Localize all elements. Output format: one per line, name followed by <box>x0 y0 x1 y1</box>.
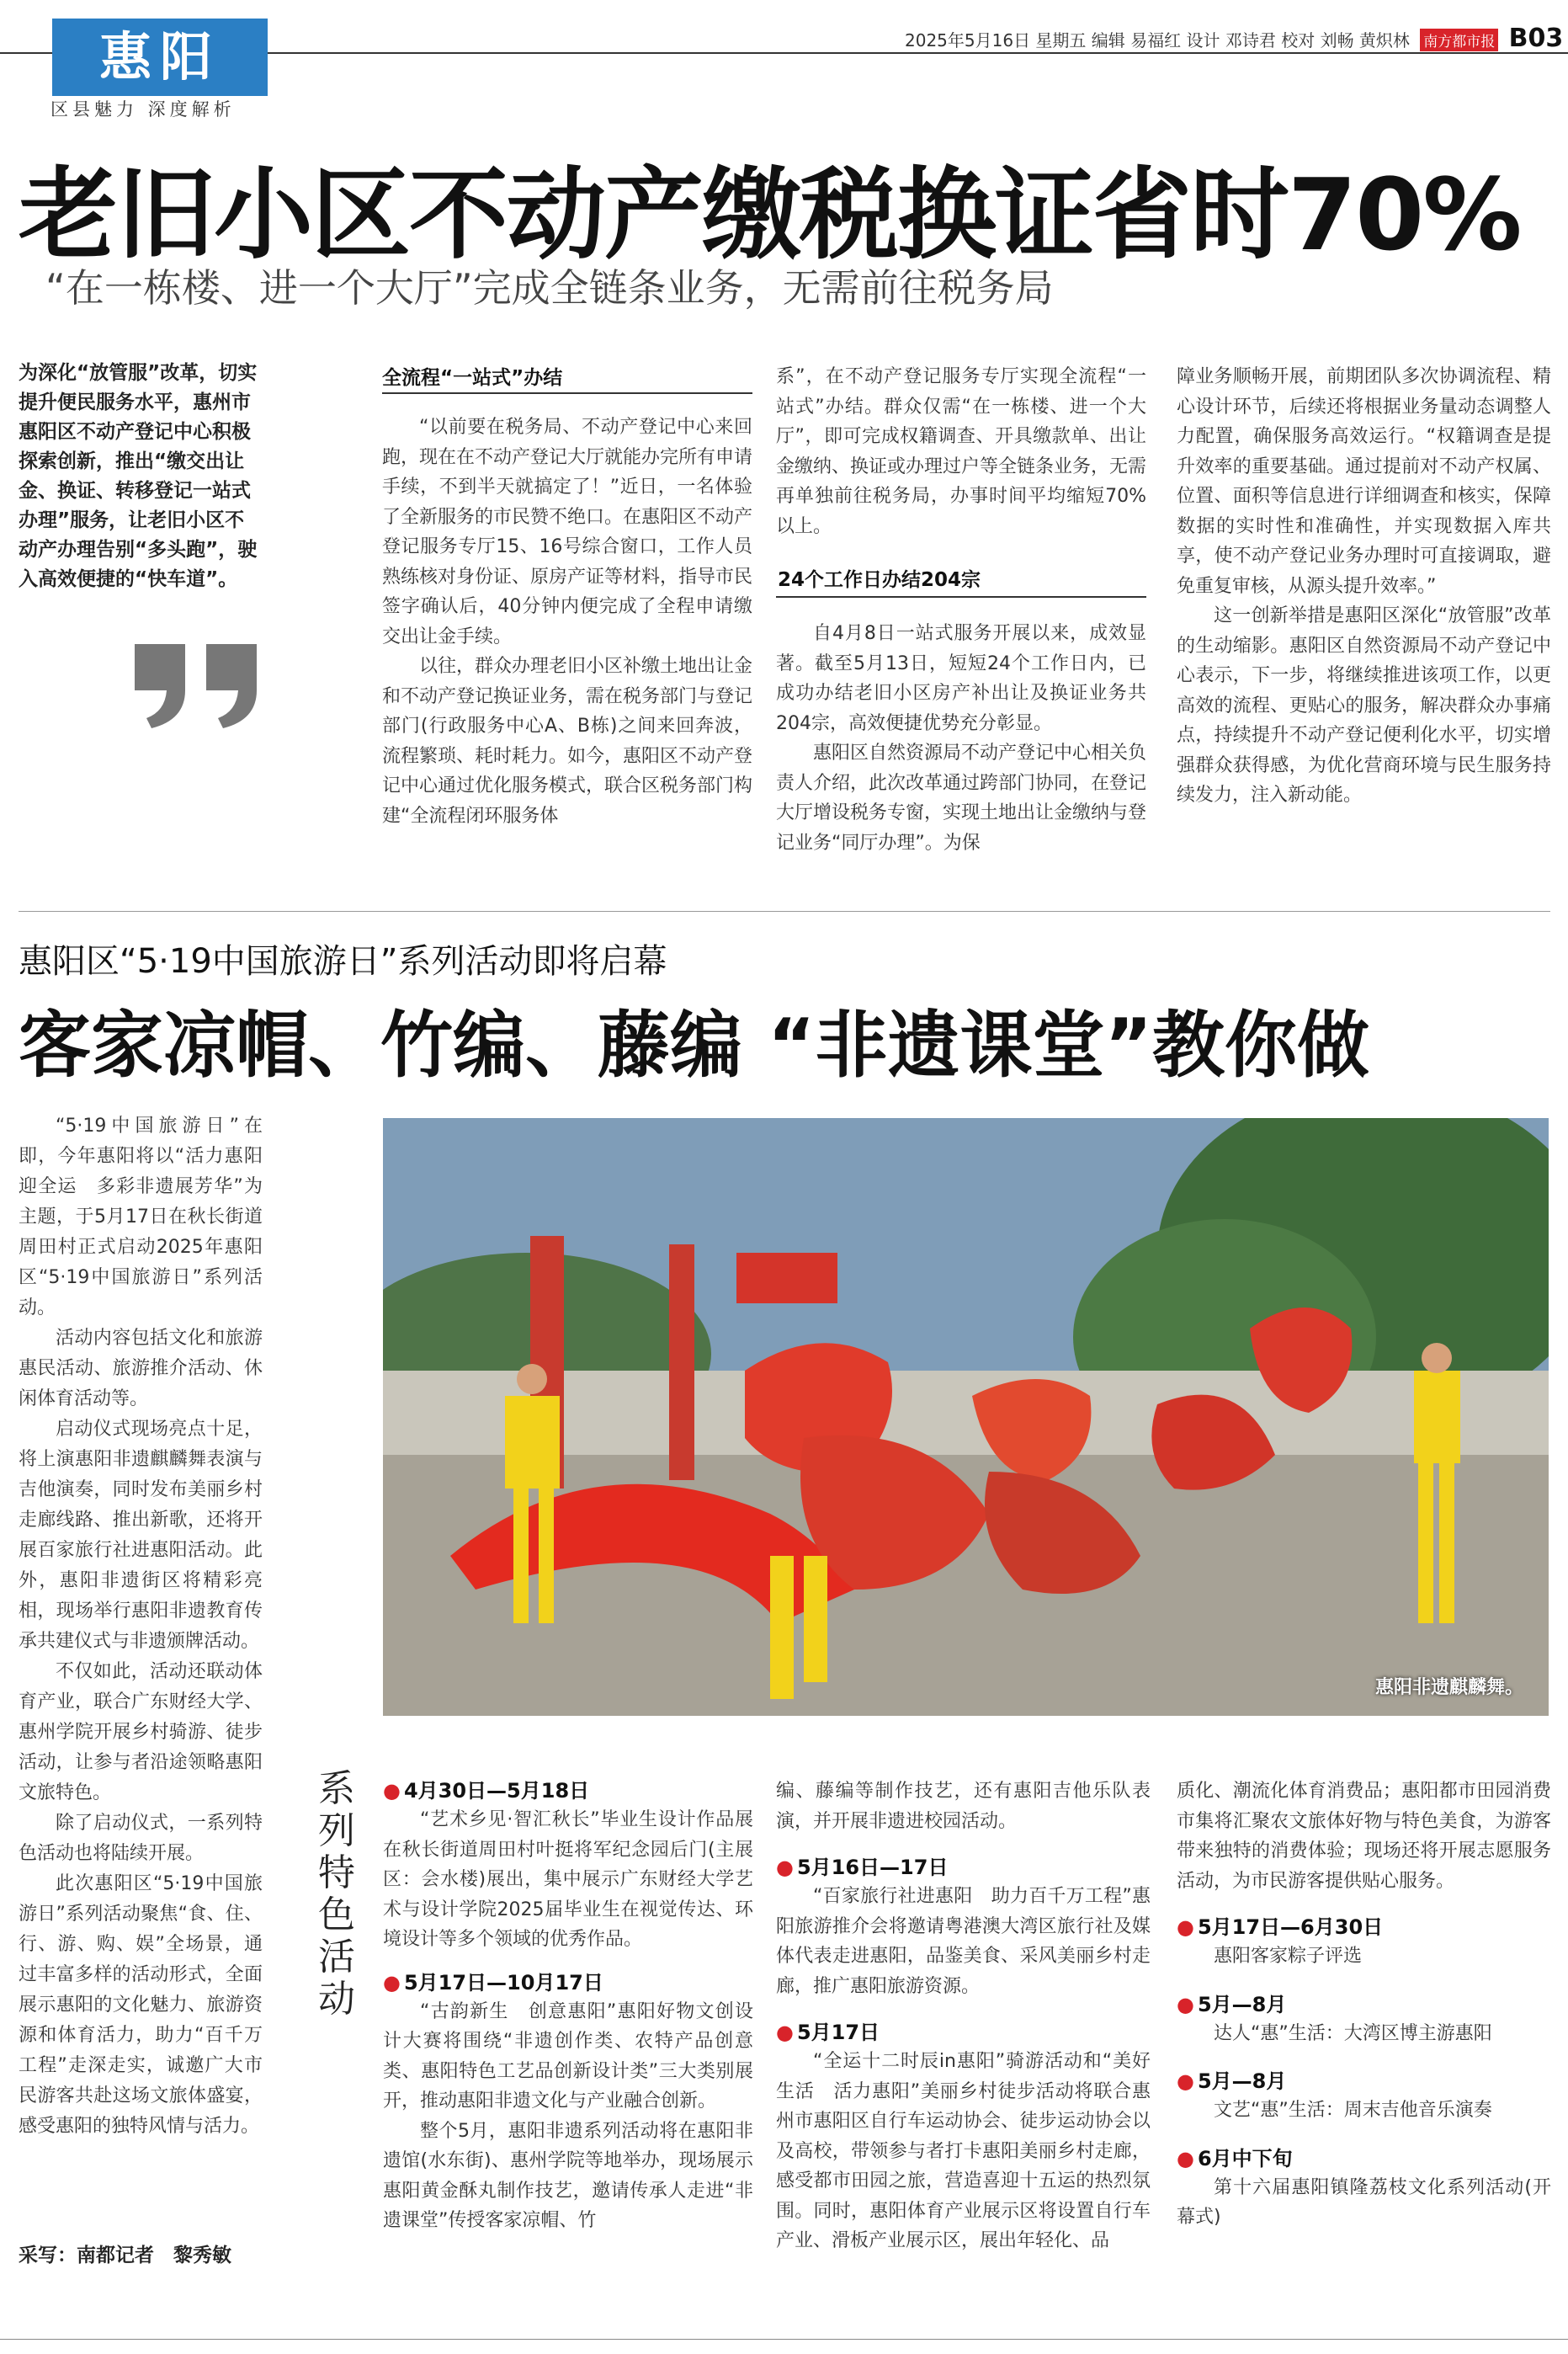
photo-illustration <box>383 1118 1549 1716</box>
paragraph: “5·19中国旅游日”在即，今年惠阳将以“活力惠阳迎全运 多彩非遗展芳华”为主题，于5月17日在秋长街道周田村正式启动2025年惠阳区“5·19中国旅游日”系列活动。 <box>19 1116 263 1318</box>
paragraph: 系”，在不动产登记服务专厅实现全流程“一站式”办结。群众仅需“在一栋楼、进一个大厅”，即可完成权籍调查、开具缴款单、出让金缴纳、换证或办理过户等全链条业务，无需再单独前往税务局，办事时间平均缩短70%以上。 <box>776 366 1147 537</box>
event-date: ● 5月16日—17日 <box>776 1853 1151 1882</box>
article1-headline: 老旧小区不动产缴税换证省时70% <box>19 157 1521 273</box>
event-body: “古韵新生 创意惠阳”惠阳好物文创设计大赛将围绕“非遗创作类、农特产品创意类、惠阳特色工艺品创新设计类”三大类别展开，推动惠阳非遗文化与产业融合创新。 <box>383 2000 753 2112</box>
date-line: 2025年5月16日 星期五 编辑 易福红 设计 邓诗君 校对 刘畅 黄炽林 <box>905 30 1410 51</box>
newspaper-logo: 南方都市报 <box>1420 29 1498 51</box>
article1-subheadline: “在一栋楼、进一个大厅”完成全链条业务，无需前往税务局 <box>45 265 1054 311</box>
paragraph: 此次惠阳区“5·19中国旅游日”系列活动聚焦“食、住、行、游、购、娱”全场景，通过丰富多样的活动形式，全面展示惠阳的文化魅力、旅游资源和体育活力，助力“百千万工程”走深走实，诚邀广大市民游客共赴这场文旅体盛宴，感受惠阳的独特风情与活力。 <box>19 1873 263 2137</box>
paragraph: 这一创新举措是惠阳区深化“放管服”改革的生动缩影。惠阳区自然资源局不动产登记中心表示，下一步，将继续推进该项工作，以更高效的流程、更贴心的服务，解决群众办事痛点，持续提升不动产登记便利化水平，切实增强群众获得感，为优化营商环境与民生服务持续发力，注入新动能。 <box>1177 605 1551 806</box>
event-date: ● 5月—8月 <box>1177 1990 1551 2019</box>
paragraph: 启动仪式现场亮点十足，将上演惠阳非遗麒麟舞表演与吉他演奏，同时发布美丽乡村走廊线路、推出新歌，还将开展百家旅行社进惠阳活动。此外，惠阳非遗街区将精彩亮相，现场举行惠阳非遗教育传承共建仪式与非遗颁牌活动。 <box>19 1419 263 1652</box>
section2-title: 24个工作日办结204宗 <box>778 569 981 591</box>
bottom-rule <box>0 2339 1568 2340</box>
event-date: ● 5月17日 <box>776 2018 1151 2047</box>
event-date: ● 4月30日—5月18日 <box>383 1776 753 1805</box>
author-byline: 采写：南都记者 黎秀敏 <box>19 2245 231 2266</box>
section1-title: 全流程“一站式”办结 <box>382 367 563 389</box>
paragraph: “以前要在税务局、不动产登记中心来回跑，现在在不动产登记大厅就能办完所有申请手续，不到半天就搞定了！”近日，一名体验了全新服务的市民赞不绝口。在惠阳区不动产登记服务专厅15、16号综合窗口，工作人员熟练核对身份证、原房产证等材料，指导市民签字确认后，40分钟内便完成了全程申请缴交出让金手续。 <box>382 417 753 647</box>
event-body: 文艺“惠”生活：周末吉他音乐演奏 <box>1214 2100 1492 2121</box>
event-body: 整个5月，惠阳非遗系列活动将在惠阳非遗馆(水东街)、惠州学院等地举办，现场展示惠阳黄金酥丸制作技艺，邀请传承人走进“非遗课堂”传授客家凉帽、竹 <box>383 2120 753 2231</box>
paragraph: 不仅如此，活动还联动体育产业，联合广东财经大学、惠州学院开展乡村骑游、徒步活动，让参与者沿途领略惠阳文旅特色。 <box>19 1661 263 1803</box>
paragraph: 活动内容包括文化和旅游惠民活动、旅游推介活动、休闲体育活动等。 <box>19 1328 263 1409</box>
events-col1 <box>383 1776 753 2236</box>
paragraph: 以往，群众办理老旧小区补缴土地出让金和不动产登记换证业务，需在税务部门与登记部门(行政服务中心A、B栋)之间来回奔波，流程繁琐、耗时耗力。如今，惠阳区不动产登记中心通过优化服务模式，联合区税务部门构建“全流程闭环服务体 <box>382 656 753 827</box>
page-header-info <box>905 24 1563 53</box>
series-activities-label: 系列特色活动 <box>318 1767 355 2021</box>
section2-rule <box>776 596 1146 598</box>
event-body: 第十六届惠阳镇隆荔枝文化系列活动(开幕式) <box>1177 2176 1551 2228</box>
event-date: ● 5月17日—6月30日 <box>1177 1913 1551 1941</box>
article1-lead: 为深化“放管服”改革，切实提升便民服务水平，惠州市惠阳区不动产登记中心积极探索创新，推出“缴交出让金、换证、转移登记一站式办理”服务，让老旧小区不动产办理告别“多头跑”，驶入高效便捷的“快车道”。 <box>19 362 258 590</box>
paragraph: 除了启动仪式，一系列特色活动也将陆续开展。 <box>19 1813 263 1864</box>
paragraph: 自4月8日一站式服务开展以来，成效显著。截至5月13日，短短24个工作日内，已成功办结老旧小区房产补出让及换证业务共204宗，高效便捷优势充分彰显。 <box>776 623 1146 734</box>
article1-col2 <box>382 413 752 831</box>
paragraph: 惠阳区自然资源局不动产登记中心相关负责人介绍，此次改革通过跨部门协同，在登记大厅增设税务专窗，实现土地出让金缴纳与登记业务“同厅办理”。为保 <box>776 743 1147 854</box>
article1-col3-top <box>776 362 1146 541</box>
event-date: ● 5月17日—10月17日 <box>383 1968 753 1997</box>
section-masthead: 惠阳 <box>52 19 268 96</box>
article1-col3 <box>776 619 1146 858</box>
quote-mark-icon <box>130 640 265 732</box>
article1-col4 <box>1177 362 1551 811</box>
section1-rule <box>382 392 752 394</box>
article2-kicker: 惠阳区“5·19中国旅游日”系列活动即将启幕 <box>19 942 667 981</box>
events-col2 <box>776 1776 1151 2256</box>
event-body: “艺术乡见·智汇秋长”毕业生设计作品展在秋长街道周田村叶挺将军纪念园后门(主展区：会水楼)展出，集中展示广东财经大学艺术与设计学院2025届毕业生在视觉传达、环境设计等多个领域的优秀作品。 <box>383 1809 753 1950</box>
qilin-dance-photo <box>383 1118 1549 1716</box>
article2-left-col <box>19 1111 263 2142</box>
section-tagline: 区县魅力 深度解析 <box>50 99 236 120</box>
event-body: 达人“惠”生活：大湾区博主游惠阳 <box>1214 2022 1492 2044</box>
photo-caption: 惠阳非遗麒麟舞。 <box>1374 1677 1523 1698</box>
event-body: 编、藤编等制作技艺，还有惠阳吉他乐队表演，并开展非遗进校园活动。 <box>776 1781 1151 1832</box>
paragraph: 障业务顺畅开展，前期团队多次协调流程、精心设计环节，后续还将根据业务量动态调整人力配置，确保服务高效运行。“权籍调查是提升效率的重要基础。通过提前对不动产权属、位置、面积等信息进行详细调查和核实，保障数据的实时性和准确性，并实现数据入库共享，使不动产登记业务办理时可直接调取，避免重复审核，从源头提升效率。” <box>1177 366 1551 597</box>
article2-headline: 客家凉帽、竹编、藤编 “非遗课堂”教你做 <box>19 1004 1369 1088</box>
page-number: B03 <box>1508 24 1564 53</box>
event-body: 质化、潮流化体育消费品；惠阳都市田园消费市集将汇聚农文旅体好物与特色美食，为游客带来独特的消费体验；现场还将开展志愿服务活动，为市民游客提供贴心服务。 <box>1177 1781 1551 1892</box>
event-body: “百家旅行社进惠阳 助力百千万工程”惠阳旅游推介会将邀请粤港澳大湾区旅行社及媒体代表走进惠阳，品鉴美食、采风美丽乡村走廊，推广惠阳旅游资源。 <box>776 1886 1151 1997</box>
events-col3 <box>1177 1776 1551 2233</box>
event-body: 惠阳客家粽子评选 <box>1214 1946 1363 1967</box>
event-date: ● 6月中下旬 <box>1177 2144 1551 2173</box>
article-separator <box>19 911 1550 912</box>
event-body: “全运十二时辰in惠阳”骑游活动和“美好生活 活力惠阳”美丽乡村徒步活动将联合惠州市惠阳区自行车运动协会、徒步运动协会以及高校，带领参与者打卡惠阳美丽乡村走廊，感受都市田园之旅，营造喜迎十五运的热烈氛围。同时，惠阳体育产业展示区将设置自行车产业、滑板产业展示区，展出年轻化、品 <box>776 2051 1151 2251</box>
event-date: ● 5月—8月 <box>1177 2067 1551 2096</box>
